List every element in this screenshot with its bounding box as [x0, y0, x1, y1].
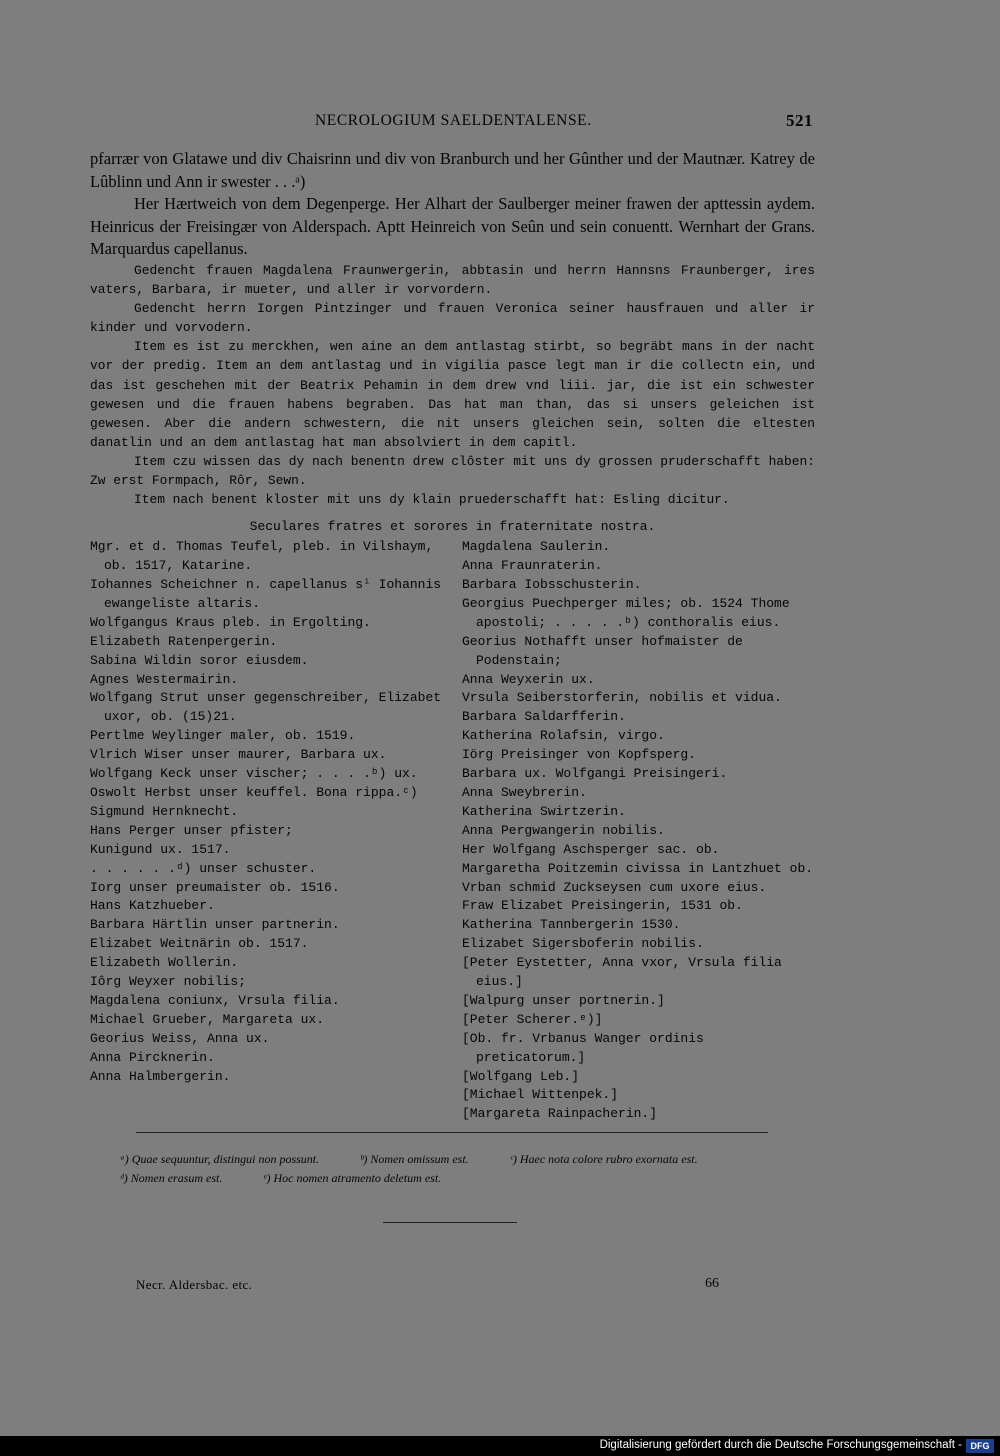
- register-entry: Magdalena coniunx, Vrsula filia.: [90, 992, 340, 1008]
- register-entry: [Walpurg unser portnerin.]: [462, 992, 665, 1008]
- register-entry: Iörg Preisinger von Kopfsperg.: [462, 747, 697, 763]
- paragraph-small: Item es ist zu merckhen, wen aine an dem antlastag stirbt, so begräbt mans in der nacht vor der predig. Item an dem antlastag und in vigilia pasce legt man ir die collectn ein, und das ist geschehen mit der Beatrix Pehamin in dem drew vnd liii. jar, die ist ein schwester gewesen und die frauen habens begraben. Das hat man than, das si unsers geleichen ist gewesen. Aber die andern schwestern, die nit unsers gleichen sein, solten die eltesten danatlin und an dem antlastag hat man absolviert in dem capitl.: [90, 339, 815, 450]
- register-entry: Vrsula Seiberstorferin, nobilis et vidua.: [462, 690, 782, 706]
- dfg-logo-icon: DFG: [966, 1439, 994, 1453]
- register-entry: Anna Sweybrerin.: [462, 784, 587, 800]
- register-entry: Vlrich Wiser unser maurer, Barbara ux.: [90, 747, 387, 763]
- digitization-credit-bar: [0, 1436, 1000, 1456]
- register-entry: Hans Katzhueber.: [90, 898, 215, 914]
- register-entry: Elizabet Weitnärin ob. 1517.: [90, 936, 309, 952]
- paragraph-small: Gedencht herrn Iorgen Pintzinger und frauen Veronica seiner hausfrauen und aller ir kinder und vorvodern.: [90, 301, 815, 336]
- register-entry: Anna Pergwangerin nobilis.: [462, 822, 665, 838]
- end-rule: [383, 1222, 517, 1223]
- running-title: NECROLOGIUM SAELDENTALENSE.: [315, 112, 592, 129]
- register-entry: . . . . . .ᵈ) unser schuster.: [90, 860, 317, 876]
- paragraph-large: Her Hærtweich von dem Degenperge. Her Alhart der Saulberger meiner frawen der apttessin aydem. Heinricus der Freisingær von Alderspach. Aptt Heinreich von Seûn und sein conuentt. Wernhart der Grans. Marquardus capellanus.: [90, 194, 815, 259]
- register-entry: [Peter Eystetter, Anna vxor, Vrsula filia eius.]: [462, 955, 782, 990]
- section-heading: Seculares fratres et sorores in fraternitate nostra.: [249, 519, 656, 535]
- register-entry: [Peter Scherer.ᵉ)]: [462, 1011, 603, 1027]
- paragraph-small: Item czu wissen das dy nach benentn drew clôster mit uns dy grossen pruderschafft haben: Zw erst Formpach, Rôr, Sewn.: [90, 453, 815, 488]
- register-entry: Anna Pircknerin.: [90, 1049, 215, 1065]
- footnote: ᵇ) Nomen omissum est.: [360, 1152, 469, 1166]
- digitization-credit-text: Digitalisierung gefördert durch die Deutsche Forschungsgemeinschaft -: [599, 1439, 962, 1451]
- footnotes: [90, 1150, 815, 1188]
- register-entry: Barbara Iobsschusterin.: [462, 577, 642, 592]
- paragraph-small: Item nach benent kloster mit uns dy klain pruederschafft hat: Esling dicitur.: [134, 492, 730, 508]
- register-entry: Sabina Wildin soror eiusdem.: [90, 652, 309, 668]
- register-entry: Sigmund Hernknecht.: [90, 803, 239, 819]
- gathering-number: 66: [705, 1276, 719, 1291]
- register-entry: Mgr. et d. Thomas Teufel, pleb. in Vilshaym, ob. 1517, Katarine.: [90, 539, 434, 574]
- register-entry: [Margareta Rainpacherin.]: [462, 1106, 658, 1122]
- register-entry: Pertlme Weylinger maler, ob. 1519.: [90, 728, 356, 744]
- paragraph-small: Gedencht frauen Magdalena Fraunwergerin, abbtasin und herrn Hannsns Fraunberger, ires vaters, Barbara, ir mueter, und aller ir vorvordern.: [90, 262, 815, 298]
- register-entry: Her Wolfgang Aschsperger sac. ob.: [462, 841, 720, 857]
- register-entry: Anna Fraunraterin.: [462, 558, 603, 574]
- page-header: [0, 112, 1000, 136]
- register-entry: Katherina Rolafsin, virgo.: [462, 728, 665, 744]
- footnote-divider: [136, 1132, 768, 1133]
- paragraph-large: pfarrær von Glatawe und div Chaisrinn und div von Branburch und her Gûnther und der Mautnær. Katrey de Lûblinn und Ann ir swester . . .ᵃ): [90, 149, 815, 191]
- footnote: ᵉ) Hoc nomen atramento deletum est.: [263, 1171, 442, 1185]
- register-entry: Iorg unser preumaister ob. 1516.: [90, 879, 340, 895]
- register-entry: Agnes Westermairin.: [90, 671, 239, 687]
- signature-mark: Necr. Aldersbac. etc.: [136, 1277, 253, 1292]
- register-entry: Oswolt Herbst unser keuffel. Bona rippa.ᶜ): [90, 784, 418, 800]
- page-number: 521: [786, 111, 813, 130]
- register-entry: [Michael Wittenpek.]: [462, 1087, 619, 1103]
- register-entry: Elizabeth Wollerin.: [90, 955, 239, 971]
- footnote: ᵈ) Nomen erasum est.: [120, 1171, 223, 1185]
- register-entry: Fraw Elizabet Preisingerin, 1531 ob.: [462, 898, 743, 914]
- footnote: ᵃ) Quae sequuntur, distingui non possunt.: [120, 1152, 320, 1166]
- register-entry: Barbara Saldarfferin.: [462, 709, 626, 725]
- register-entry: Wolfgangus Kraus pleb. in Ergolting.: [90, 614, 371, 630]
- register-entry: Barbara Härtlin unser partnerin.: [90, 917, 340, 933]
- name-columns: [90, 538, 815, 1124]
- register-entry: Katherina Swirtzerin.: [462, 803, 626, 819]
- register-entry: Anna Halmbergerin.: [90, 1068, 231, 1084]
- register-entry: Kunigund ux. 1517.: [90, 841, 231, 857]
- main-text: [90, 148, 815, 1124]
- register-entry: Vrban schmid Zuckseysen cum uxore eius.: [462, 879, 767, 895]
- register-entry: Margaretha Poitzemin civissa in Lantzhuet ob.: [462, 860, 814, 876]
- register-entry: Magdalena Saulerin.: [462, 539, 611, 555]
- register-entry: Elizabet Sigersboferin nobilis.: [462, 936, 704, 952]
- register-entry: Georgius Puechperger miles; ob. 1524 Thome apostoli; . . . . .ᵇ) conthoralis eius.: [462, 595, 790, 630]
- right-name-column: [462, 538, 815, 1124]
- register-entry: Georius Weiss, Anna ux.: [90, 1030, 270, 1046]
- register-entry: Wolfgang Keck unser vischer; . . . .ᵇ) ux.: [90, 766, 418, 782]
- register-entry: [Ob. fr. Vrbanus Wanger ordinis preticatorum.]: [462, 1030, 704, 1065]
- register-entry: Katherina Tannbergerin 1530.: [462, 917, 681, 933]
- register-entry: Iohannes Scheichner n. capellanus sⁱ Iohannis ewangeliste altaris.: [90, 577, 442, 611]
- footnote: ᶜ) Haec nota colore rubro exornata est.: [509, 1152, 698, 1166]
- register-entry: Barbara ux. Wolfgangi Preisingeri.: [462, 766, 728, 782]
- register-entry: Iôrg Weyxer nobilis;: [90, 974, 247, 990]
- register-entry: [Wolfgang Leb.]: [462, 1068, 580, 1084]
- left-name-column: [90, 538, 442, 1124]
- register-entry: Anna Weyxerin ux.: [462, 671, 595, 687]
- register-entry: Elizabeth Ratenpergerin.: [90, 633, 278, 649]
- register-entry: Wolfgang Strut unser gegenschreiber, Elizabet uxor, ob. (15)21.: [90, 690, 442, 725]
- register-entry: Georius Nothafft unser hofmaister de Podenstain;: [462, 633, 743, 668]
- register-entry: Michael Grueber, Margareta ux.: [90, 1011, 325, 1027]
- register-entry: Hans Perger unser pfister;: [90, 822, 293, 838]
